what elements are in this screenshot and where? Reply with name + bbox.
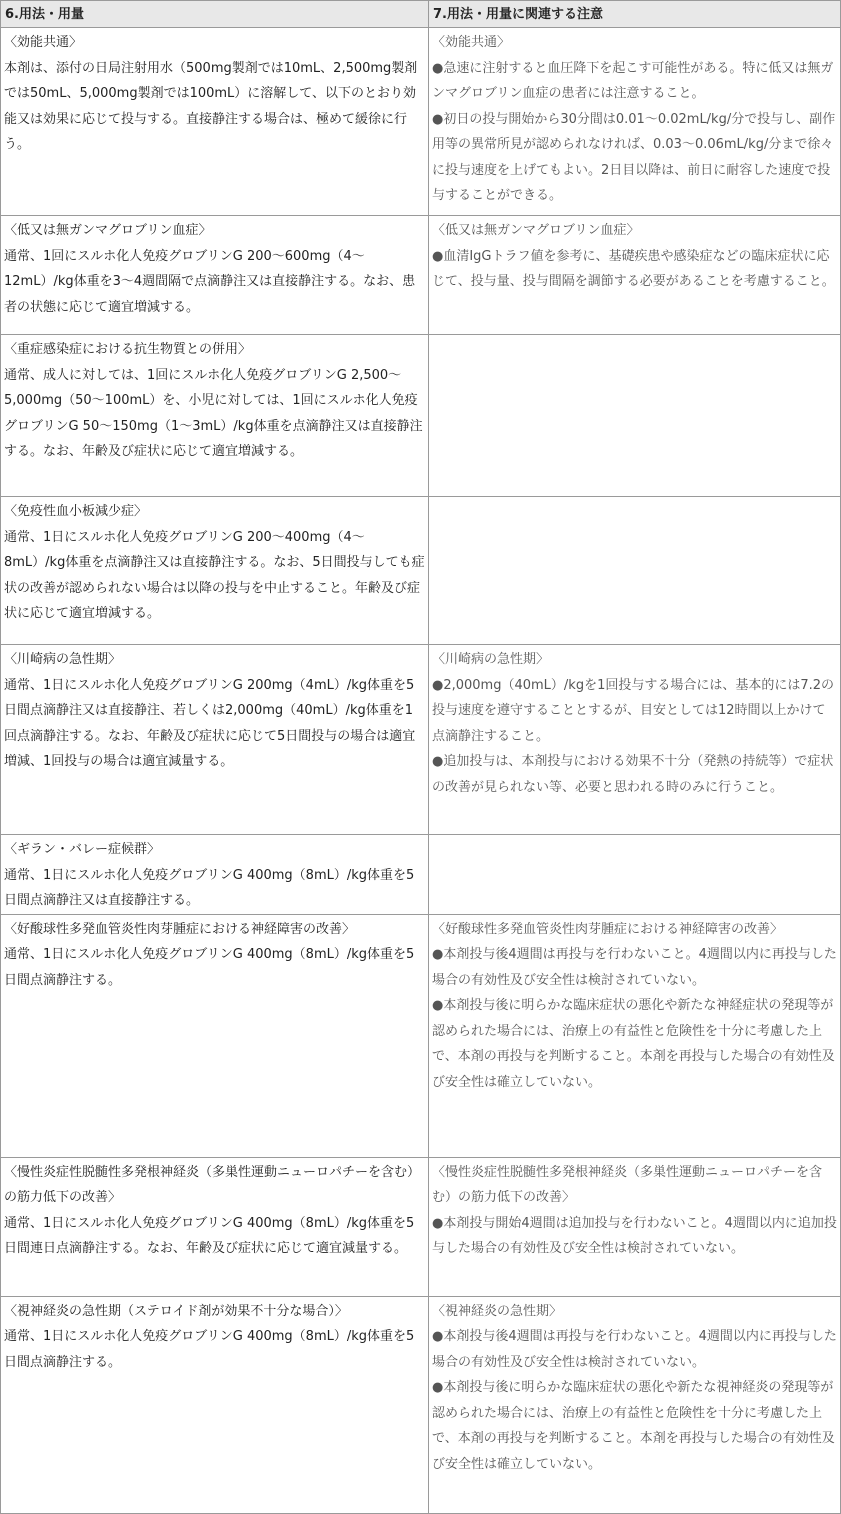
section-heading: 〈効能共通〉 [432, 35, 511, 50]
paragraph: ●本剤投与後に明らかな臨床症状の悪化や新たな神経症状の発現等が認められた場合には、治療上の有益性と危険性を十分に考慮した上で、本剤の再投与を判断すること。本剤を再投与した場合の有効性及び安全性は確立していない。 [432, 998, 835, 1090]
section-heading: 〈好酸球性多発血管炎性肉芽腫症における神経障害の改善〉 [432, 921, 784, 937]
paragraph: ●急速に注射すると血圧降下を起こす可能性がある。特に低又は無ガンマグロブリン血症の患者には注意すること。 [432, 60, 834, 101]
paragraph: 通常、1日にスルホ化人免疫グロブリンG 400mg（8mL）/kg体重を5日間点滴静注する。 [4, 947, 415, 988]
paragraph: 通常、1日にスルホ化人免疫グロブリンG 200mg（4mL）/kg体重を5日間点滴静注又は直接静注、若しくは2,000mg（40mL）/kg体重を1回点滴静注する。なお、年齢及び症状に応じて5日間投与の場合は適宜増減、1回投与の場合は適宜減量する。 [4, 677, 416, 769]
table-row [1, 1157, 841, 1296]
paragraph: 通常、1日にスルホ化人免疫グロブリンG 200～400mg（4～8mL）/kg体重を点滴静注又は直接静注する。なお、5日間投与しても症状の改善が認められない場合は以降の投与を中止すること。年齢及び症状に応じて適宜増減する。 [4, 529, 425, 621]
section-heading: 〈免疫性血小板減少症〉 [4, 504, 148, 519]
paragraph: 本剤は、添付の日局注射用水（500mg製剤では10mL、2,500mg製剤では50mL、5,000mg製剤では100mL）に溶解して、以下のとおり効能又は効果に応じて投与する。直接静注する場合は、極めて緩徐に行う。 [4, 60, 418, 152]
precaution-cell [429, 335, 841, 497]
precaution-cell [429, 216, 841, 335]
paragraph: ●血清IgGトラフ値を参考に、基礎疾患や感染症などの臨床症状に応じて、投与量、投与間隔を調節する必要があることを考慮すること。 [432, 248, 835, 289]
dosage-cell [1, 914, 429, 1157]
section-heading: 〈低又は無ガンマグロブリン血症〉 [4, 223, 212, 238]
header-row [1, 1, 841, 28]
section-heading: 〈効能共通〉 [4, 35, 83, 50]
table-row [1, 28, 841, 216]
table-row [1, 1296, 841, 1513]
section-heading: 〈低又は無ガンマグロブリン血症〉 [432, 223, 640, 238]
precaution-cell [429, 1157, 841, 1296]
paragraph: ●追加投与は、本剤投与における効果不十分（発熱の持続等）で症状の改善が見られない等、必要と思われる時のみに行うこと。 [432, 754, 834, 795]
header-dosage-precautions: 7.用法・用量に関連する注意 [429, 1, 841, 28]
section-heading: 〈慢性炎症性脱髄性多発根神経炎（多巣性運動ニューロパチーを含む）の筋力低下の改善〉 [432, 1164, 823, 1205]
paragraph: ●本剤投与後に明らかな臨床症状の悪化や新たな視神経炎の発現等が認められた場合には、治療上の有益性と危険性を十分に考慮した上で、本剤の再投与を判断すること。本剤を再投与した場合の有効性及び安全性は確立していない。 [432, 1380, 835, 1472]
paragraph: 通常、成人に対しては、1回にスルホ化人免疫グロブリンG 2,500～5,000mg（50～100mL）を、小児に対しては、1回にスルホ化人免疫グロブリンG 50～150mg（1～3mL）/kg体重を点滴静注又は直接静注する。なお、年齢及び症状に応じて適宜増減する。 [4, 367, 423, 459]
section-heading: 〈川崎病の急性期〉 [4, 652, 122, 667]
section-heading: 〈ギラン・バレー症候群〉 [4, 842, 161, 857]
section-heading: 〈慢性炎症性脱髄性多発根神経炎（多巣性運動ニューロパチーを含む）の筋力低下の改善〉 [4, 1164, 421, 1205]
precaution-cell [429, 645, 841, 835]
dosage-cell [1, 335, 429, 497]
paragraph: ●本剤投与後4週間は再投与を行わないこと。4週間以内に再投与した場合の有効性及び安全性は検討されていない。 [432, 947, 837, 988]
paragraph: 通常、1日にスルホ化人免疫グロブリンG 400mg（8mL）/kg体重を5日間連日点滴静注する。なお、年齢及び症状に応じて適宜減量する。 [4, 1215, 415, 1256]
paragraph: ●本剤投与後4週間は再投与を行わないこと。4週間以内に再投与した場合の有効性及び安全性は検討されていない。 [432, 1329, 837, 1370]
section-heading: 〈川崎病の急性期〉 [432, 652, 550, 667]
precaution-cell [429, 914, 841, 1157]
precaution-cell [429, 1296, 841, 1513]
paragraph: ●本剤投与開始4週間は追加投与を行わないこと。4週間以内に追加投与した場合の有効性及び安全性は検討されていない。 [432, 1215, 837, 1256]
section-heading: 〈重症感染症における抗生物質との併用〉 [4, 342, 252, 357]
section-heading: 〈視神経炎の急性期〉 [432, 1303, 563, 1319]
dosage-cell [1, 28, 429, 216]
paragraph: ●初日の投与開始から30分間は0.01～0.02mL/kg/分で投与し、副作用等の異常所見が認められなければ、0.03～0.06mL/kg/分まで徐々に投与速度を上げてもよい。2日目以降は、前日に耐容した速度で投与することができる。 [432, 111, 836, 203]
precaution-cell [429, 497, 841, 645]
table-row [1, 216, 841, 335]
table-row [1, 497, 841, 645]
table-row [1, 335, 841, 497]
dosage-cell [1, 1296, 429, 1513]
table-row [1, 914, 841, 1157]
header-dosage: 6.用法・用量 [1, 1, 429, 28]
dosage-cell [1, 497, 429, 645]
paragraph: 通常、1日にスルホ化人免疫グロブリンG 400mg（8mL）/kg体重を5日間点滴静注又は直接静注する。 [4, 867, 415, 908]
dosage-cell [1, 1157, 429, 1296]
dosage-cell [1, 645, 429, 835]
dosage-cell [1, 835, 429, 915]
precaution-cell [429, 835, 841, 915]
precaution-cell [429, 28, 841, 216]
table-body [1, 28, 841, 1514]
section-heading: 〈好酸球性多発血管炎性肉芽腫症における神経障害の改善〉 [4, 921, 356, 937]
paragraph: 通常、1日にスルホ化人免疫グロブリンG 400mg（8mL）/kg体重を5日間点滴静注する。 [4, 1329, 415, 1370]
paragraph: ●2,000mg（40mL）/kgを1回投与する場合には、基本的には7.2の投与速度を遵守することとするが、目安としては12時間以上かけて点滴静注すること。 [432, 677, 835, 744]
table-row [1, 835, 841, 915]
table-row [1, 645, 841, 835]
section-heading: 〈視神経炎の急性期（ステロイド剤が効果不十分な場合）〉 [4, 1303, 348, 1319]
dosage-cell [1, 216, 429, 335]
paragraph: 通常、1回にスルホ化人免疫グロブリンG 200～600mg（4～12mL）/kg体重を3～4週間隔で点滴静注又は直接静注する。なお、患者の状態に応じて適宜増減する。 [4, 248, 416, 315]
